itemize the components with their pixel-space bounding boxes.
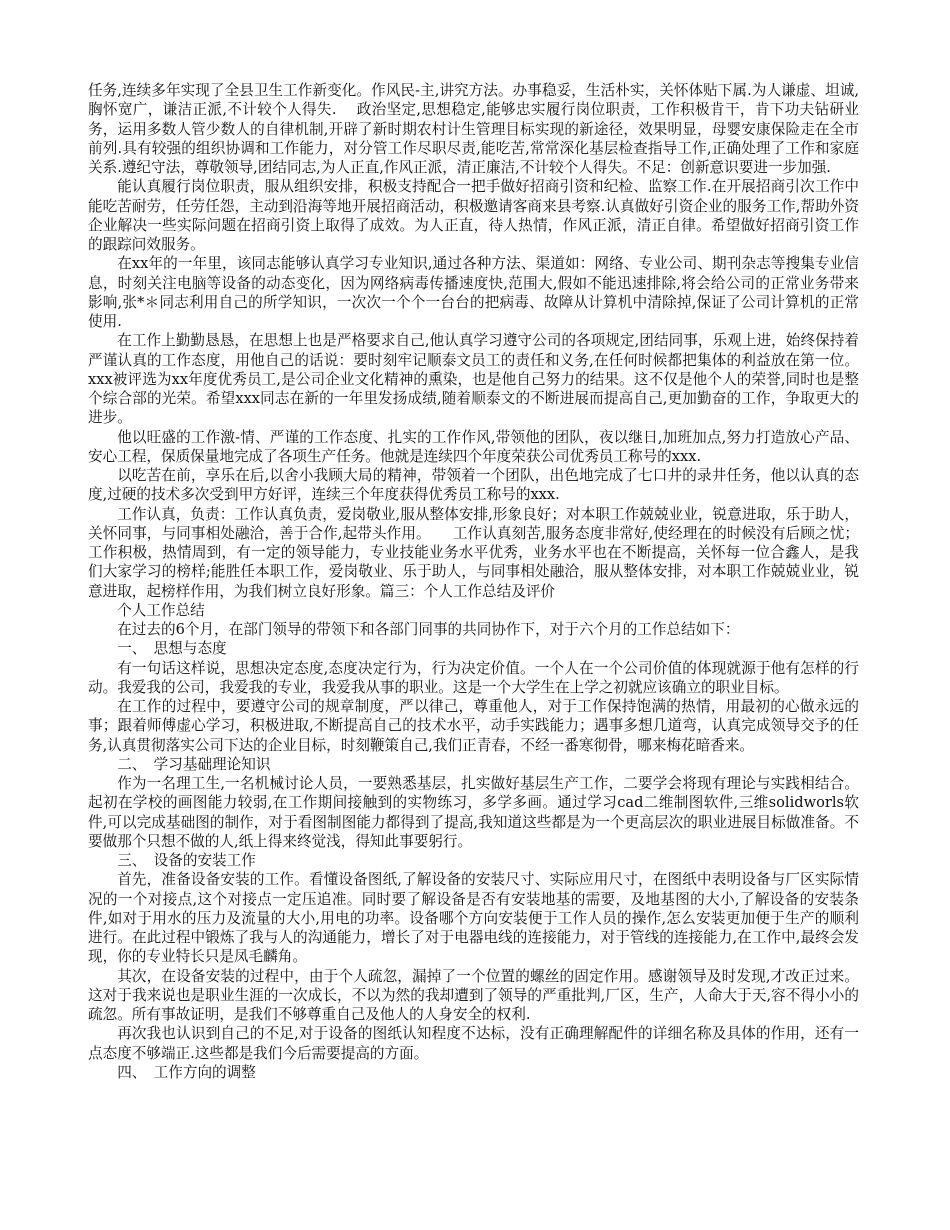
paragraph-12: 其次，在设备安装的过程中，由于个人疏忽，漏掉了一个位置的螺丝的固定作用。感谢领导及时发现,才改正过来。这对于我来说也是职业生涯的一次成长，不以为然的我却遭到了领导的严重批判,厂区，生产，人命大于天,容不得小小的疏忽。所有事故证明，是我们不够尊重自己及他人的人身安全的权利. xyxy=(88,967,859,1023)
paragraph-9: 在工作的过程中，要遵守公司的规章制度，严以律己，尊重他人，对于工作保持饱满的热情，用最初的心做永远的事；跟着师傅虚心学习，积极进取,不断提高自己的技术水平，动手实践能力；遇事多想几道弯，认真完成领导交予的任务,认真贯彻落实公司下达的企业目标，时刻鞭策自己,我们正青春，不经一番寒彻骨，哪来梅花暗香来。 xyxy=(88,698,859,754)
paragraph-3: 在xx年的一年里，该同志能够认真学习专业知识,通过各种方法、渠道如：网络、专业公司、期刊杂志等搜集专业信息，时刻关注电脑等设备的动态变化，因为网络病毒传播速度快,范围大,假如不能迅速排除,将会给公司的正常业务带来影响,张*＊同志利用自己的所学知识，一次次一个个一台台的把病毒、故障从计算机中清除掉,保证了公司计算机的正常使用. xyxy=(88,255,859,330)
paragraph-13: 再次我也认识到自己的不足,对于设备的图纸认知程度不达标，没有正确理解配件的详细名称及具体的作用，还有一点态度不够端正.这些都是我们今后需要提高的方面。 xyxy=(88,1025,859,1062)
paragraph-1: 任务,连续多年实现了全县卫生工作新变化。作风民-主,讲究方法。办事稳妥，生活朴实，关怀体贴下属.为人谦虚、坦诚,胸怀宽广，谦洁正派,不计较个人得失. 政治坚定,思想稳定,能够忠实履行岗位职责，工作积极肯干，肯下功夫钻研业务，运用多数人管少数人的自律机制,开辟了新时期农村计生管理目标实现的新途径，效果明显，母婴安康保险走在全市前列.具有较强的组织协调和工作能力，对分管工作尽职尽责,能吃苦,常常深化基层检查指导工作,正确处理了工作和家庭关系.遵纪守法，尊敬领导,团结同志,为人正直,作风正派，清正廉洁,不计较个人得失。不足：创新意识要进一步加强. xyxy=(88,82,859,176)
document-page xyxy=(88,81,859,1082)
heading-2: 二、 学习基础理论知识 xyxy=(117,755,271,773)
section-title: 个人工作总结 xyxy=(117,601,205,619)
paragraph-8: 有一句话这样说，思想决定态度,态度决定行为，行为决定价值。一个人在一个公司价值的体现就源于他有怎样的行动。我爱我的公司，我爱我的专业，我爱我从事的职业。这是一个大学生在上学之初就应该确立的职业目标。 xyxy=(88,659,859,696)
paragraph-4: 在工作上勤勤恳恳，在思想上也是严格要求自己,他认真学习遵守公司的各项规定,团结同事，乐观上进，始终保持着严谨认真的工作态度，用他自己的话说：要时刻牢记顺泰文员工的责任和义务,在任何时候都把集体的利益放在第一位。xxx被评选为xx年度优秀员工,是公司企业文化精神的熏染，也是他自己努力的结果。这不仅是他个人的荣誉,同时也是整个综合部的光荣。希望xxx同志在新的一年里发扬成绩,随着顺泰文的不断进展而提高自己,更加勤奋的工作，争取更大的进步。 xyxy=(88,332,859,427)
paragraph-intro: 在过去的6个月，在部门领导的带领下和各部门同事的共同协作下，对于六个月的工作总结如下： xyxy=(117,621,740,638)
paragraph-6: 以吃苦在前，享乐在后,以舍小我顾大局的精神，带领着一个团队，出色地完成了七口井的录井任务，他以认真的态度,过硬的技术多次受到甲方好评，连续三个年度获得优秀员工称号的xxx. xyxy=(88,467,859,504)
heading-3: 三、 设备的安装工作 xyxy=(117,852,256,869)
heading-4: 四、 工作方向的调整 xyxy=(117,1063,256,1081)
paragraph-10: 作为一名理工生,一名机械讨论人员，一要熟悉基层，扎实做好基层生产工作，二要学会将现有理论与实践相结合。起初在学校的画图能力较弱,在工作期间接触到的实物练习，多学多画。通过学习cad二维制图软件,三维solidworls软件,可以完成基础图的制作，对于看图制图能力都得到了提高,我知道这些都是为一个更高层次的职业进展目标做准备。不要做那个只想不做的人,纸上得来终觉浅，得知此事要躬行。 xyxy=(88,775,859,850)
heading-1: 一、 思想与态度 xyxy=(117,640,227,658)
paragraph-7: 工作认真，负责：工作认真负责，爱岗敬业,服从整体安排,形象良好；对本职工作兢兢业业，锐意进取，乐于助人，关怀同事，与同事相处融洽，善于合作,起带头作用。 工作认真刻苦,服务态度非常好,使经理在的时候没有后顾之忧；工作积极，热情周到，有一定的领导能力，专业技能业务水平优秀，业务水平也在不断提高，关怀每一位合鑫人，是我们大家学习的榜样;能胜任本职工作，爱岗敬业、乐于助人，与同事相处融洽，服从整体安排，对本职工作兢兢业业，锐意进取，起榜样作用，为我们树立良好形象。篇三：个人工作总结及评价 xyxy=(88,505,859,600)
paragraph-11: 首先，准备设备安装的工作。看懂设备图纸,了解设备的安装尺寸、实际应用尺寸，在图纸中表明设备与厂区实际情况的一个对接点,这个对接点一定压追准。同时要了解设备是否有安装地基的需要，及地基图的大小,了解设备的安装条件,如对于用水的压力及流量的大小,用电的功率。设备哪个方向安装便于工作人员的操作,怎么安装更加便于生产的顺利进行。在此过程中锻炼了我与人的沟通能力，增长了对于电器电线的连接能力，对于管线的连接能力,在工作中,最终会发现，你的专业特长只是凤毛麟角。 xyxy=(88,871,859,966)
paragraph-2: 能认真履行岗位职责，服从组织安排，积极支持配合一把手做好招商引资和纪检、监察工作.在开展招商引次工作中能吃苦耐劳，任劳任怨，主动到沿海等地开展招商活动，积极邀请客商来县考察.认真做好引资企业的服务工作,帮助外资企业解决一些实际问题在招商引资上取得了成效。为人正直，待人热情，作风正派，清正自律。希望做好招商引资工作的跟踪问效服务。 xyxy=(88,178,859,253)
paragraph-5: 他以旺盛的工作激-情、严谨的工作态度、扎实的工作作风,带领他的团队，夜以继日,加班加点,努力打造放心产品、安心工程，保质保量地完成了各项生产任务。他就是连续四个年度荣获公司优秀员工称号的xxx. xyxy=(88,428,859,465)
